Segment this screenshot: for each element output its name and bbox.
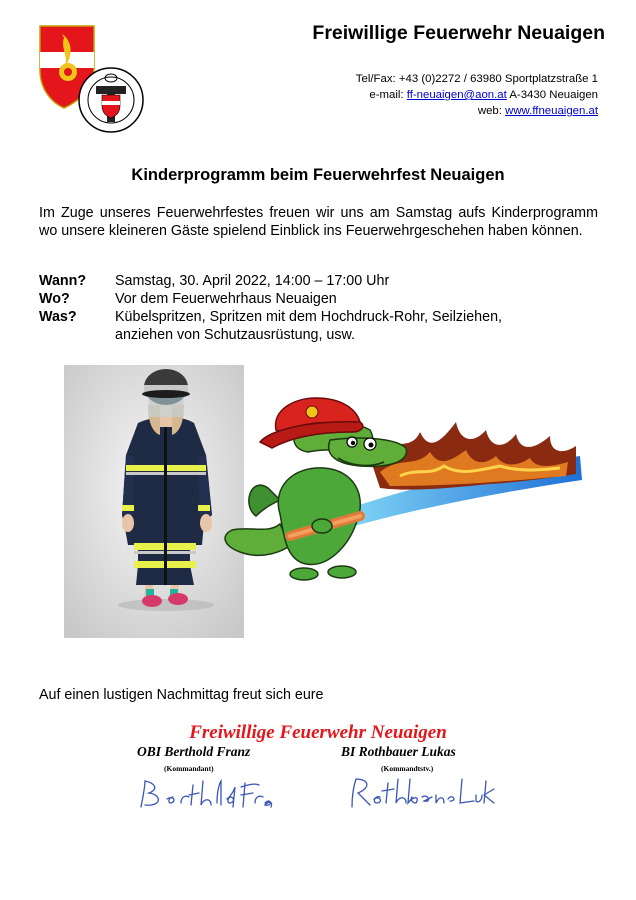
when-label: Wann? [39,273,87,289]
signatory-2-name: BI Rothbauer Lukas [341,744,456,759]
fire-brigade-logo [38,22,148,134]
org-title: Freiwillige Feuerwehr Neuaigen [312,22,605,44]
where-value: Vor dem Feuerwehrhaus Neuaigen [115,291,337,307]
contact-web-line [478,105,598,117]
signature-2-handwriting [348,775,498,813]
page-heading: Kinderprogramm beim Feuerwehrfest Neuaigen [131,166,505,184]
signatory-2-role: (Kommandtstv.) [381,764,434,773]
web-label: web: [477,105,502,117]
intro-paragraph: Im Zuge unseres Feuerwehrfestes freuen wir uns am Samstag aufs Kinderprogramm wo unsere kleineren Gäste spielend Einblick ins Feuerwehrgeschehen haben können. [39,205,598,239]
where-label: Wo? [39,291,70,307]
contact-phone-address: Tel/Fax: +43 (0)2272 / 63980 Sportplatzstraße 1 [355,73,598,85]
fire-dragon-illustration [220,396,586,584]
signature-1-handwriting [137,777,275,813]
web-link[interactable]: www.ffneuaigen.at [505,105,598,117]
contact-city: A-3430 Neuaigen [509,89,598,101]
contact-email-line [369,89,598,101]
what-label: Was? [39,309,77,325]
when-value: Samstag, 30. April 2022, 14:00 – 17:00 Uhr [115,273,390,289]
closing-text: Auf einen lustigen Nachmittag freut sich eure [39,687,324,703]
email-label: e-mail: [369,89,404,101]
signatory-1-name: OBI Berthold Franz [137,744,251,759]
what-value: Kübelspritzen, Spritzen mit dem Hochdruck-Rohr, Seilziehen, anziehen von Schutzausrüstung, usw. [115,309,502,343]
email-link[interactable]: ff-neuaigen@aon.at [406,89,507,101]
child-firefighter-photo [64,365,244,638]
signature-org-name: Freiwillige Feuerwehr Neuaigen [189,722,447,743]
signatory-1-role: (Kommandant) [164,764,214,773]
